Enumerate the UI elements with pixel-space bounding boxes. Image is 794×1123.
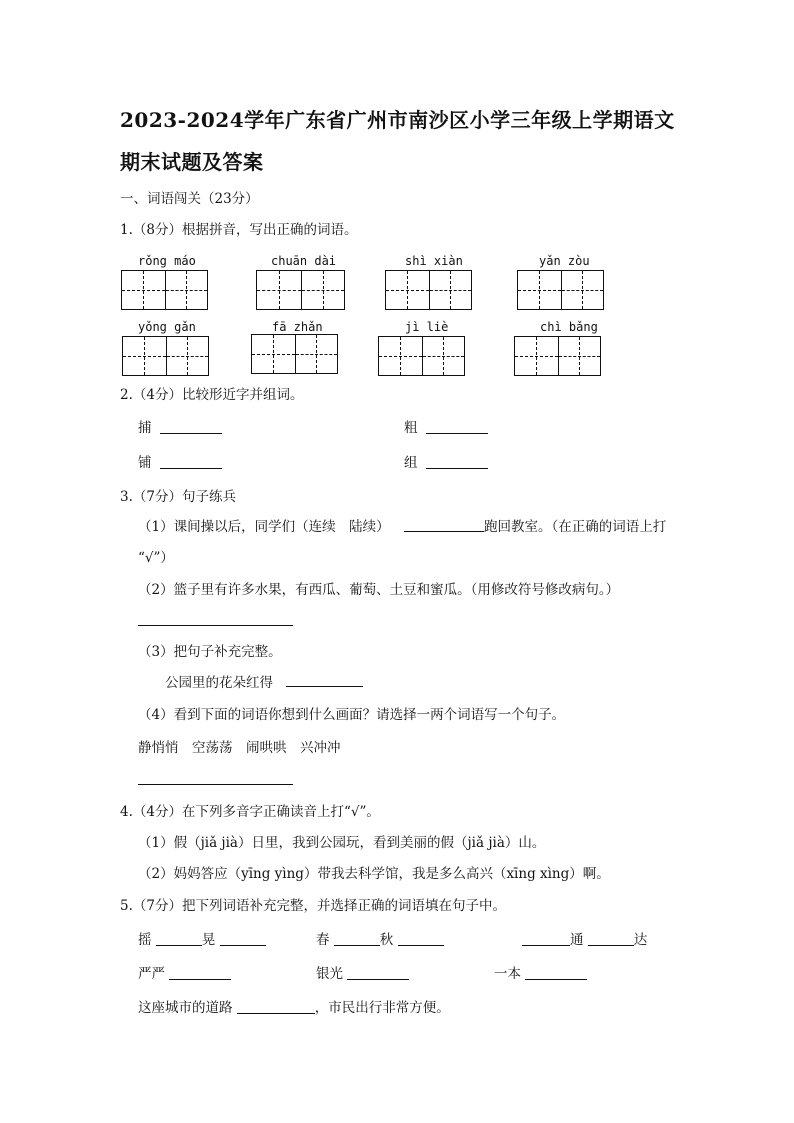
word-part: 晃 <box>201 932 216 948</box>
pinyin-2: chuān dài <box>271 254 337 268</box>
answer-line[interactable] <box>138 784 293 785</box>
q5-item-yinguang <box>316 962 409 982</box>
answer-blank[interactable] <box>334 931 380 946</box>
q5-item-yanyan <box>138 962 231 982</box>
answer-line[interactable] <box>138 625 293 626</box>
writing-grid-4[interactable] <box>517 270 604 310</box>
answer-blank[interactable] <box>156 931 202 946</box>
grid-cell[interactable] <box>518 271 561 309</box>
word-part: 摇 <box>138 932 152 948</box>
grid-cell[interactable] <box>123 337 166 375</box>
char-cu <box>404 416 488 436</box>
char-zu <box>404 451 488 471</box>
word-part: 严严 <box>138 966 165 982</box>
char-bu <box>138 416 222 436</box>
q3-part4: （4）看到下面的词语你想到什么画面？请选择一两个词语写一个句子。 <box>138 707 566 723</box>
word-part: 银光 <box>316 966 343 982</box>
answer-blank[interactable] <box>220 931 266 946</box>
writing-grid-7[interactable] <box>378 336 465 376</box>
q3-word-list: 静悄悄 空荡荡 闹哄哄 兴冲冲 <box>138 740 341 756</box>
pinyin-1: rǒng máo <box>138 254 196 268</box>
q5-item-yiben <box>494 962 587 982</box>
sentence-start: 这座城市的道路 <box>138 1000 233 1016</box>
writing-grid-8[interactable] <box>514 336 601 376</box>
q5-item-yaohuang <box>138 928 266 948</box>
grid-cell[interactable] <box>257 271 301 309</box>
answer-line[interactable] <box>404 531 484 532</box>
grid-cell[interactable] <box>515 337 558 375</box>
q3-part1-suffix: 跑回教室。（在正确的词语上打 <box>484 519 667 535</box>
grid-cell[interactable] <box>379 337 422 375</box>
grid-cell[interactable] <box>166 337 209 375</box>
word-part: 秋 <box>379 932 394 948</box>
title-line-1: 2023-2024学年广东省广州市南沙区小学三年级上学期语文 <box>120 108 675 132</box>
answer-blank[interactable] <box>588 931 634 946</box>
answer-blank[interactable] <box>169 965 231 980</box>
answer-line[interactable] <box>286 686 363 687</box>
pinyin-6: fā zhǎn <box>272 320 323 334</box>
grid-cell[interactable] <box>122 271 165 309</box>
answer-blank[interactable] <box>522 931 570 946</box>
grid-cell[interactable] <box>558 337 601 375</box>
char-label: 粗 <box>404 420 418 436</box>
q5-item-tongda <box>522 928 647 948</box>
q3-part1-prefix: （1）课间操以后，同学们（连续 陆续） <box>138 519 390 535</box>
pinyin-5: yǒng gǎn <box>138 320 196 334</box>
question-1: 1.（8分）根据拼音，写出正确的词语。 <box>120 222 358 238</box>
pinyin-3: shì xiàn <box>405 254 463 268</box>
question-4: 4.（4分）在下列多音字正确读音上打“√”。 <box>120 804 380 820</box>
word-part: 达 <box>633 932 648 948</box>
q3-part2: （2）篮子里有许多水果，有西瓜、葡萄、土豆和蜜瓜。（用修改符号修改病句。） <box>138 582 620 598</box>
grid-cell[interactable] <box>295 335 338 373</box>
answer-blank[interactable] <box>160 419 222 434</box>
answer-blank[interactable] <box>347 965 409 980</box>
grid-cell[interactable] <box>165 271 208 309</box>
q3-part3-sentence: 公园里的花朵红得 <box>165 675 273 691</box>
char-pu <box>138 451 222 471</box>
q3-part3: （3）把句子补充完整。 <box>138 644 282 660</box>
question-5: 5.（7分）把下列词语补充完整，并选择正确的词语填在句子中。 <box>120 898 506 914</box>
writing-grid-6[interactable] <box>251 334 338 374</box>
q5-item-chunqiu <box>316 928 444 948</box>
char-label: 铺 <box>138 455 152 471</box>
q4-part1: （1）假（jiǎ jià）日里，我到公园玩，看到美丽的假（jiǎ jià）山。 <box>138 835 546 851</box>
answer-blank[interactable] <box>426 454 488 469</box>
q4-part2: （2）妈妈答应（yīng yìng）带我去科学馆，我是多么高兴（xīng xìng）啊。 <box>138 866 610 882</box>
grid-cell[interactable] <box>301 271 345 309</box>
word-part: 一本 <box>494 966 521 982</box>
word-part: 通 <box>570 932 584 948</box>
answer-blank[interactable] <box>160 454 222 469</box>
writing-grid-5[interactable] <box>122 336 209 376</box>
answer-blank[interactable] <box>525 965 587 980</box>
answer-blank[interactable] <box>398 931 444 946</box>
answer-blank[interactable] <box>426 419 488 434</box>
question-2: 2.（4分）比较形近字并组词。 <box>120 387 304 403</box>
word-part: 春 <box>316 932 330 948</box>
answer-blank[interactable] <box>237 999 315 1014</box>
q3-part1-tail: “√”） <box>138 550 174 566</box>
char-label: 组 <box>404 455 418 471</box>
question-3: 3.（7分）句子练兵 <box>120 489 236 505</box>
q5-sentence <box>138 996 450 1016</box>
section-heading: 一、词语闯关（23分） <box>120 191 259 207</box>
grid-cell[interactable] <box>386 271 429 309</box>
sentence-end: ，市民出行非常方便。 <box>314 1000 450 1016</box>
grid-cell[interactable] <box>252 335 295 373</box>
pinyin-4: yǎn zòu <box>539 254 590 268</box>
title-line-2: 期末试题及答案 <box>120 150 264 174</box>
grid-cell[interactable] <box>422 337 465 375</box>
writing-grid-3[interactable] <box>385 270 472 310</box>
char-label: 捕 <box>138 420 152 436</box>
grid-cell[interactable] <box>561 271 604 309</box>
pinyin-8: chì bǎng <box>540 320 598 334</box>
grid-cell[interactable] <box>429 271 472 309</box>
pinyin-7: jì liè <box>405 320 449 334</box>
writing-grid-2[interactable] <box>256 270 345 310</box>
writing-grid-1[interactable] <box>121 270 208 310</box>
